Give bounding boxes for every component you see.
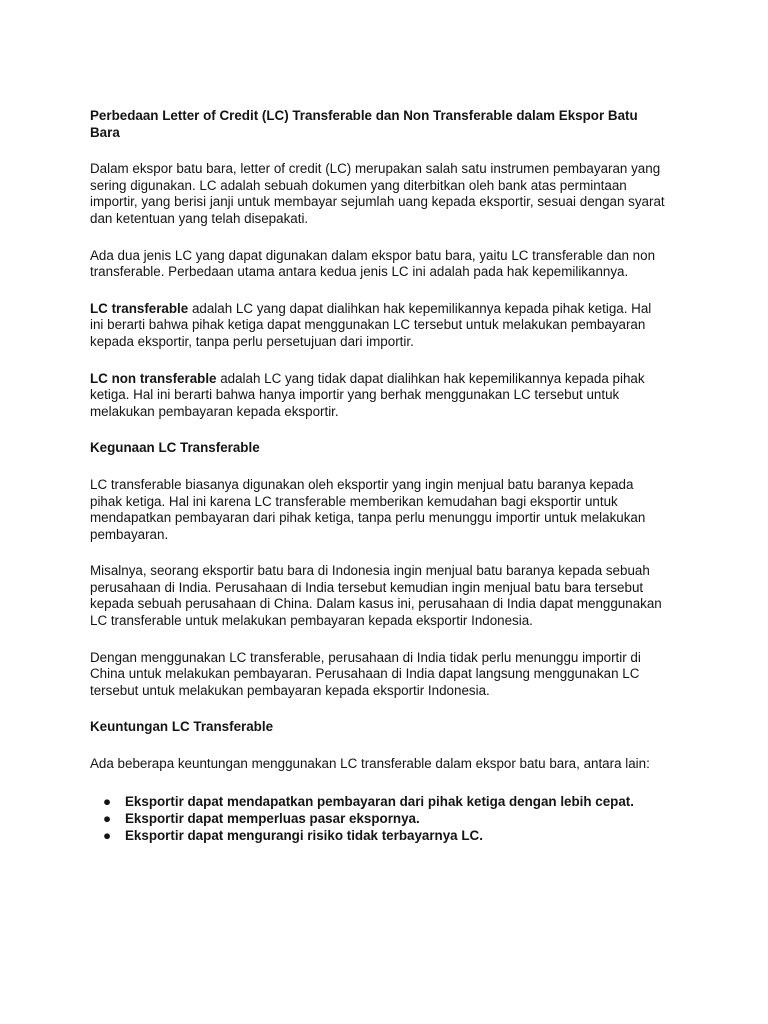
definition-term: LC non transferable bbox=[90, 370, 217, 386]
list-item-text: Eksportir dapat mengurangi risiko tidak terbayarnya LC. bbox=[125, 827, 483, 843]
section-heading-usage: Kegunaan LC Transferable bbox=[90, 440, 260, 456]
benefits-list bbox=[90, 793, 668, 844]
bullet-icon: ● bbox=[103, 810, 112, 826]
list-item bbox=[90, 793, 668, 810]
usage-paragraph-2: Misalnya, seorang eksportir batu bara di Indonesia ingin menjual batu baranya kepada sebuah perusahaan di India. Perusahaan di India tersebut kemudian ingin menjual batu bara tersebut kepada sebuah perusahaan di China. Dalam kasus ini, perusahaan di India dapat menggunakan LC transferable untuk melakukan pembayaran kepada eksportir Indonesia. bbox=[90, 563, 662, 629]
definition-lc-non-transferable bbox=[90, 371, 668, 421]
usage-paragraph-1: LC transferable biasanya digunakan oleh eksportir yang ingin menjual batu baranya kepada pihak ketiga. Hal ini karena LC transferable memberikan kemudahan bagi eksportir untuk mendapatkan pembayaran dari pihak ketiga, tanpa perlu menunggu importir untuk melakukan pembayaran. bbox=[90, 476, 646, 542]
list-item bbox=[90, 810, 668, 827]
benefits-intro: Ada beberapa keuntungan menggunakan LC transferable dalam ekspor batu bara, antara lain: bbox=[90, 756, 650, 772]
bullet-icon: ● bbox=[103, 793, 112, 809]
definition-text: adalah LC yang tidak dapat dialihkan hak kepemilikannya kepada pihak ketiga. Hal ini berarti bahwa hanya importir yang berhak menggunakan LC tersebut untuk melakukan pembayaran kepada eksportir. bbox=[90, 370, 645, 419]
definition-term: LC transferable bbox=[90, 300, 189, 316]
definition-lc-transferable bbox=[90, 301, 668, 351]
usage-paragraph-3: Dengan menggunakan LC transferable, perusahaan di India tidak perlu menunggu importir di China untuk melakukan pembayaran. Perusahaan di India dapat langsung menggunakan LC tersebut untuk melakukan pembayaran kepada eksportir Indonesia. bbox=[90, 649, 641, 698]
bullet-icon: ● bbox=[103, 827, 112, 843]
section-heading-benefits: Keuntungan LC Transferable bbox=[90, 719, 274, 735]
definition-text: adalah LC yang dapat dialihkan hak kepemilikannya kepada pihak ketiga. Hal ini berarti bahwa pihak ketiga dapat menggunakan LC tersebut untuk melakukan pembayaran kepada eksportir, tanpa perlu persetujuan dari importir. bbox=[90, 300, 652, 349]
list-item bbox=[90, 827, 668, 844]
list-item-text: Eksportir dapat memperluas pasar ekspornya. bbox=[125, 810, 420, 826]
intro-paragraph-2: Ada dua jenis LC yang dapat digunakan dalam ekspor batu bara, yaitu LC transferable dan non transferable. Perbedaan utama antara kedua jenis LC ini adalah pada hak kepemilikannya. bbox=[90, 247, 656, 280]
document-title: Perbedaan Letter of Credit (LC) Transferable dan Non Transferable dalam Ekspor Batu Bara bbox=[90, 108, 638, 140]
list-item-text: Eksportir dapat mendapatkan pembayaran dari pihak ketiga dengan lebih cepat. bbox=[125, 793, 634, 809]
intro-paragraph-1: Dalam ekspor batu bara, letter of credit (LC) merupakan salah satu instrumen pembayaran yang sering digunakan. LC adalah sebuah dokumen yang diterbitkan oleh bank atas permintaan importir, yang berisi janji untuk membayar sejumlah uang kepada eksportir, sesuai dengan syarat dan ketentuan yang telah disepakati. bbox=[90, 161, 665, 226]
